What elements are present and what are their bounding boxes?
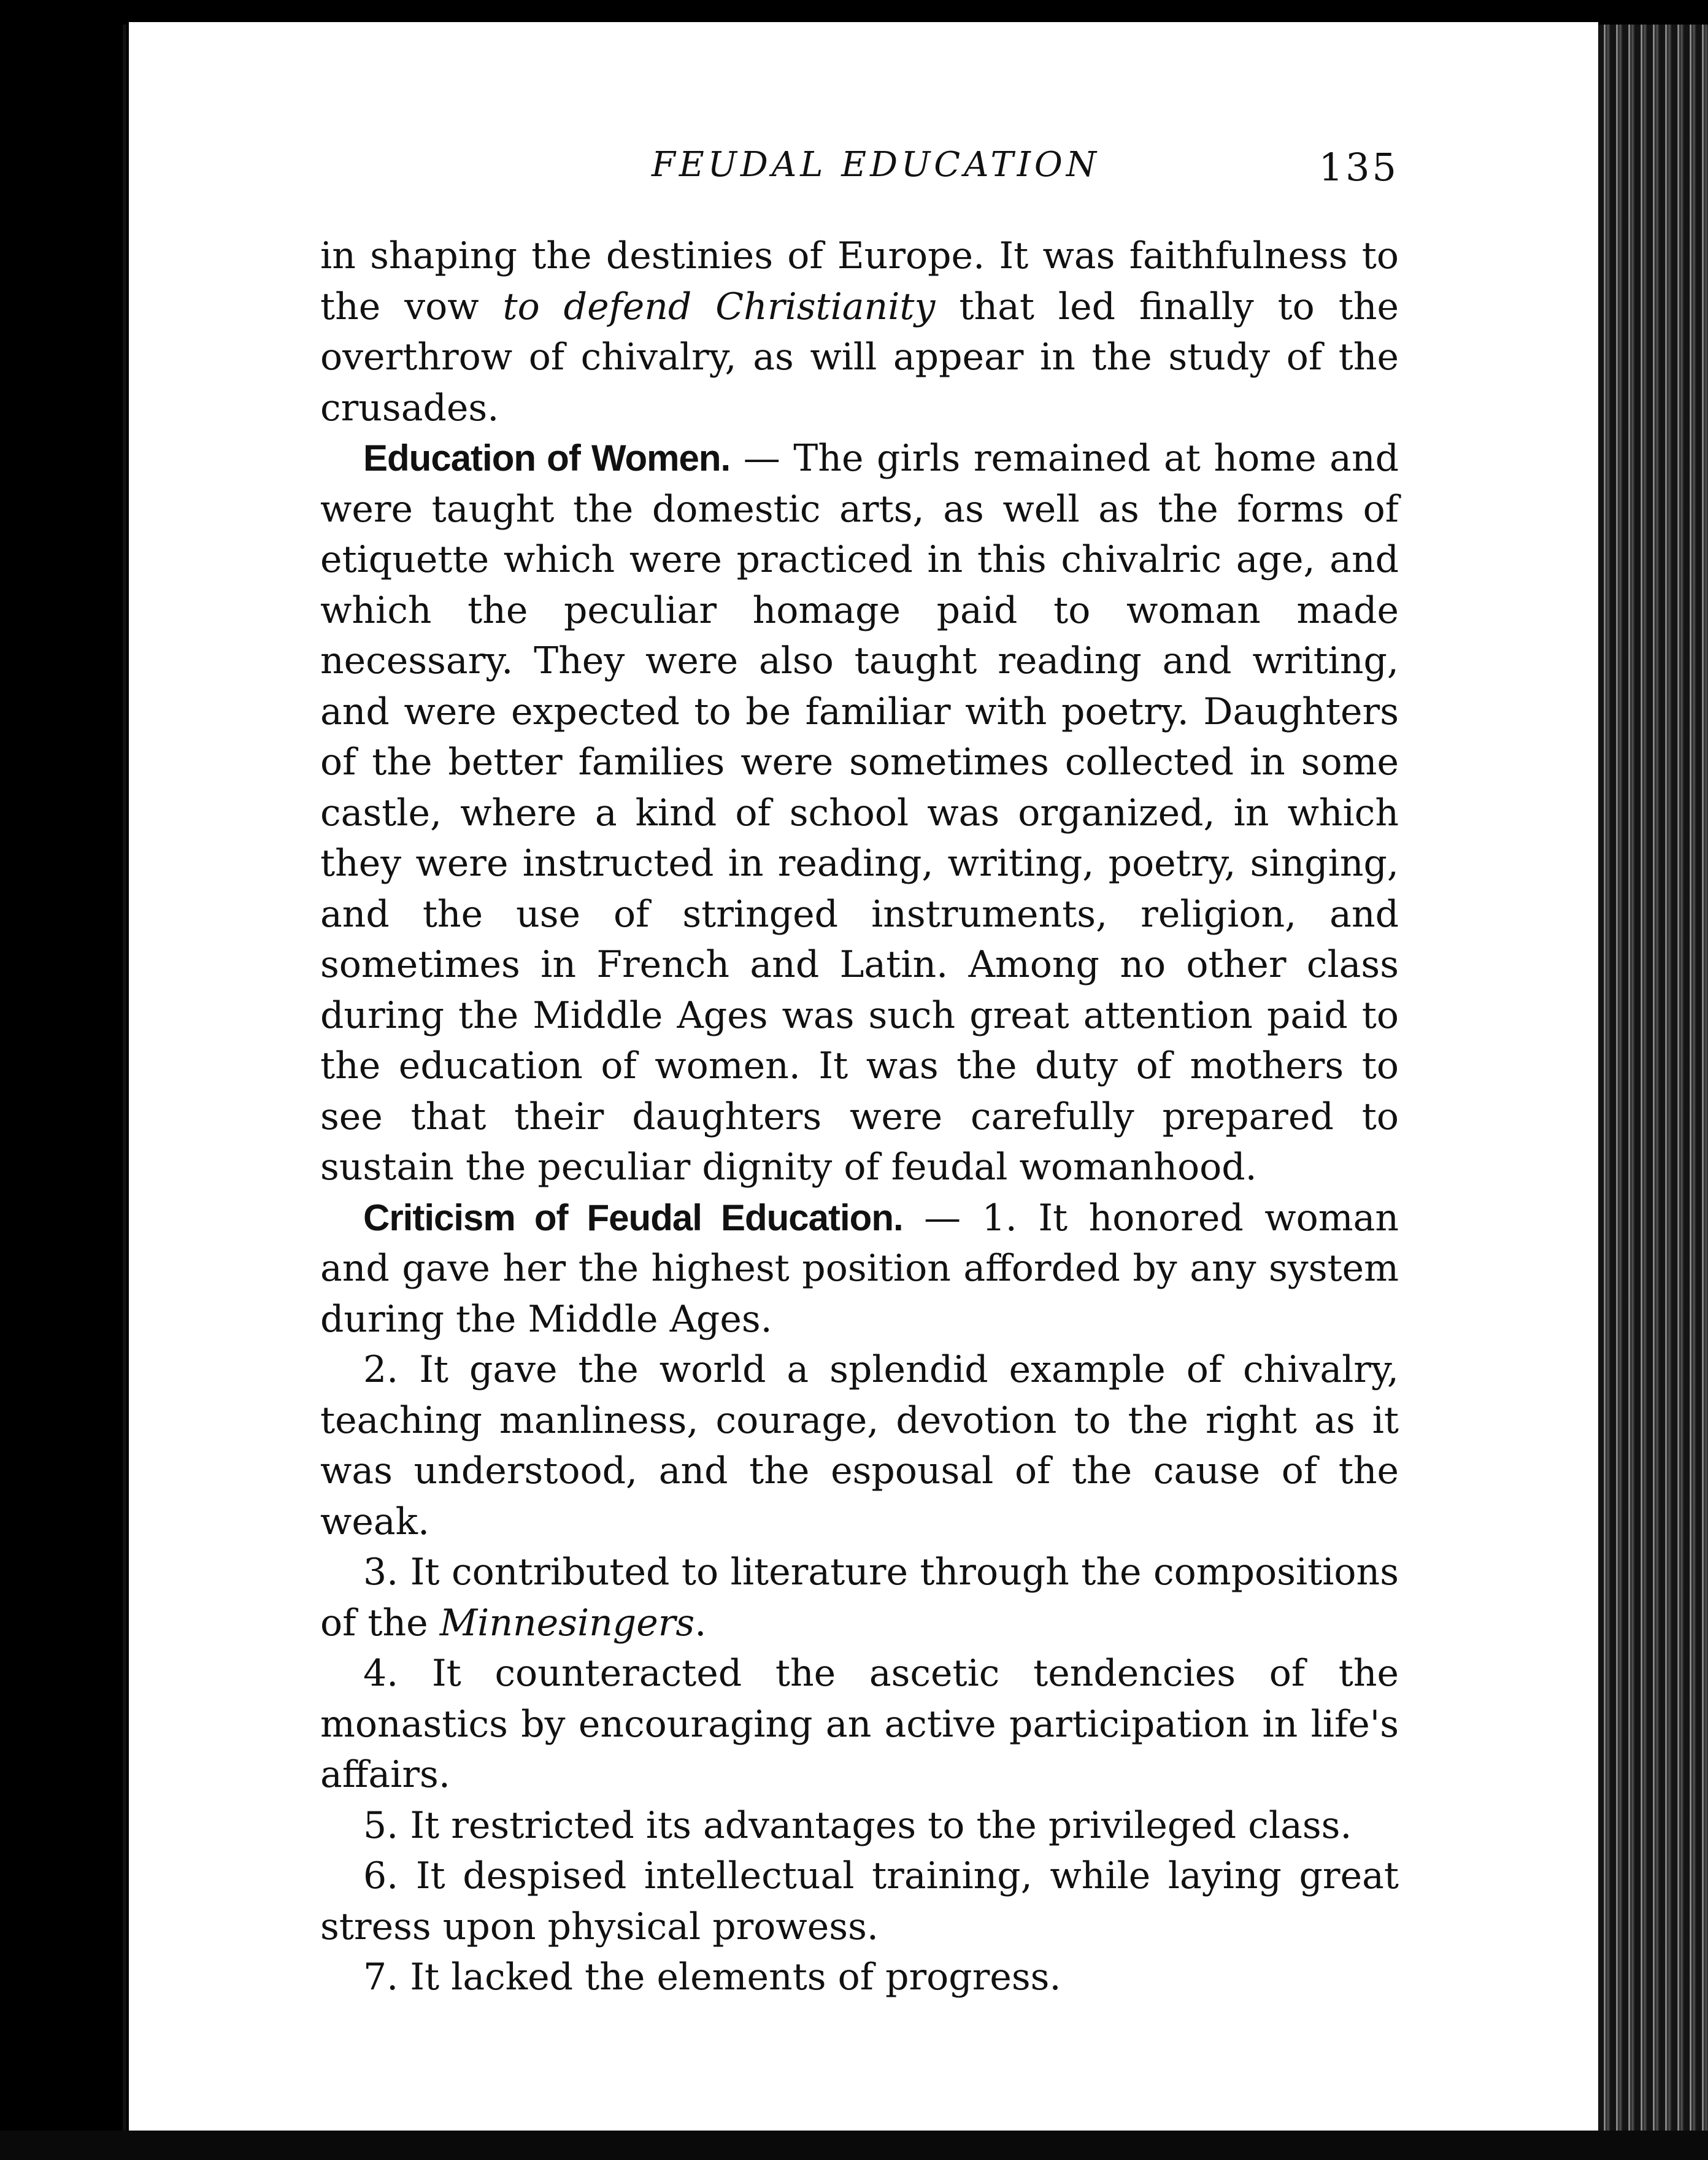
paragraph-text: — 1. It honored woman and gave her the highest position afforded by any system during the Middle Ages. [320, 1196, 1399, 1341]
paragraph-text: — The girls remained at home and were taught the domestic arts, as well as the forms of etiquette which were practiced in this chivalric age, and which the peculiar homage paid to woman made necessary. They were also taught reading and writing, and were expected to be familiar with poetry. Daughters of the better families were sometimes collected in some castle, where a kind of school was organized, in which they were instructed in reading, writing, poetry, singing, and the use of stringed instruments, religion, and sometimes in French and Latin. Among no other class during the Middle Ages was such great attention paid to the education of women. It was the duty of mothers to see that their daughters were carefully prepared to sustain the peculiar dignity of feudal womanhood. [320, 437, 1399, 1189]
list-item: 2. It gave the world a splendid example of chivalry, teaching manliness, courage, devotion to the right as it was understood, and the espousal of the cause of the weak. [320, 1348, 1399, 1543]
gutter-edge [123, 25, 126, 2135]
body-text [320, 231, 1399, 2003]
list-item: 4. It counteracted the ascetic tendencies of the monastics by encouraging an active participation in life's affairs. [320, 1652, 1399, 1796]
list-item: 7. It lacked the elements of progress. [363, 1956, 1061, 1999]
page-header [320, 145, 1399, 194]
italic-phrase: to defend Christianity [502, 285, 936, 328]
scan-bottom-border [0, 2131, 1708, 2160]
paragraph-text: in shaping the destinies of Europe. It was faithfulness to the vow [320, 234, 1399, 328]
list-item: 5. It restricted its advantages to the privileged class. [363, 1803, 1352, 1847]
paragraph-text: that led finally to the overthrow of chivalry, as will appear in the study of the crusades. [320, 285, 1399, 430]
section-heading: Criticism of Feudal Education. [363, 1197, 903, 1238]
page-edges-stack [1598, 25, 1708, 2160]
paragraph-continuation [320, 231, 1399, 433]
paragraph-text: 3. It contributed to literature through the compositions of the [320, 1551, 1399, 1645]
section-heading: Education of Women. [363, 438, 731, 479]
page-number: 135 [1318, 145, 1399, 190]
paragraph-criticism [320, 1193, 1399, 1345]
paragraph-education-of-women [320, 433, 1399, 1193]
running-head: FEUDAL EDUCATION [652, 145, 1100, 185]
list-item [320, 1547, 1399, 1648]
italic-phrase: Minnesingers [439, 1601, 695, 1645]
paragraph-text: . [694, 1601, 707, 1645]
list-item: 6. It despised intellectual training, while laying great stress upon physical prowess. [320, 1854, 1399, 1948]
